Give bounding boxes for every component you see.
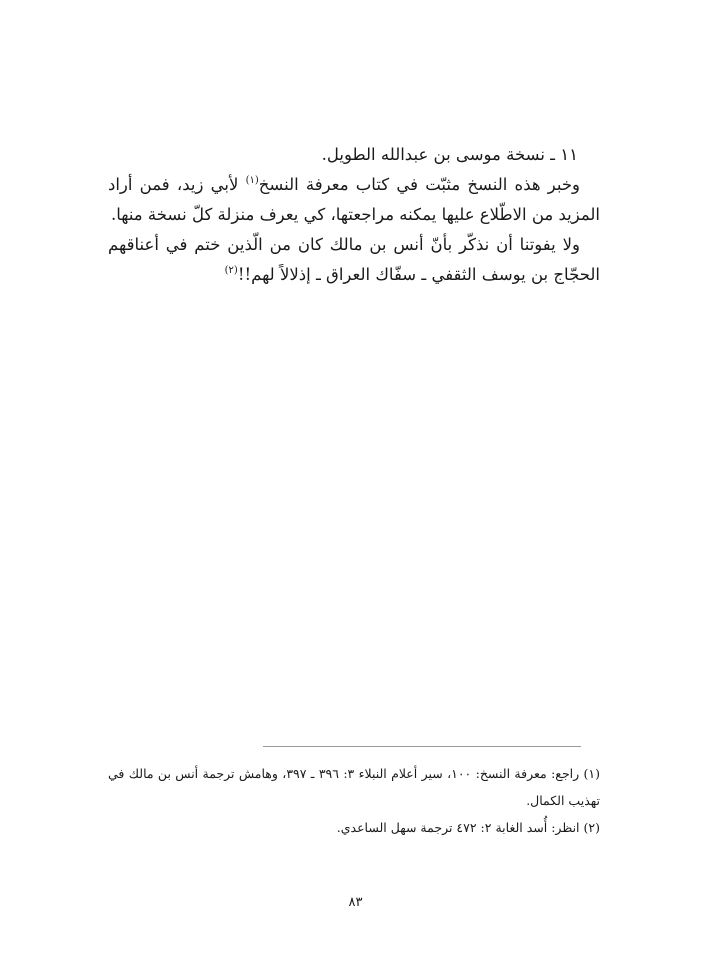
footnote-1: (١) راجع: معرفة النسخ: ١٠٠، سير أعلام النبلاء ٣: ٣٩٦ ـ ٣٩٧، وهامش ترجمة أنس بن مالك في تهذيب الكمال. — [108, 766, 601, 808]
page-number: ٨٣ — [348, 895, 363, 910]
footnote-2: (٢) انظر: أُسد الغابة ٢: ٤٧٢ ترجمة سهل الساعدي. — [336, 820, 600, 835]
paragraph-1-text-a: وخبر هذه النسخ مثبّت في كتاب معرفة النسخ — [258, 175, 580, 194]
section-heading — [108, 140, 600, 170]
footnote-ref-2[interactable]: (٢) — [224, 265, 238, 276]
paragraph-1 — [108, 170, 600, 230]
section-heading-text: ١١ ـ نسخة موسى بن عبدالله الطويل. — [321, 145, 578, 164]
footnotes-section — [108, 760, 600, 841]
paragraph-2-text: ولا يفوتنا أن نذكّر بأنّ أنس بن مالك كان من الّذين ختم في أعناقهم الحجّاج بن يوسف الثقفي ـ سفّاك العراق ـ إذلالاً لهم!! — [108, 235, 600, 284]
main-text — [108, 140, 600, 290]
footnote-divider — [263, 746, 581, 747]
paragraph-1-text-b: لأبي زيد، فمن أراد المزيد من الاطّلاع عليها يمكنه مراجعتها، كي يعرف منزلة كلّ نسخة منها. — [108, 175, 600, 224]
paragraph-2 — [108, 230, 600, 290]
footnote-ref-1[interactable]: (١) — [245, 175, 259, 186]
